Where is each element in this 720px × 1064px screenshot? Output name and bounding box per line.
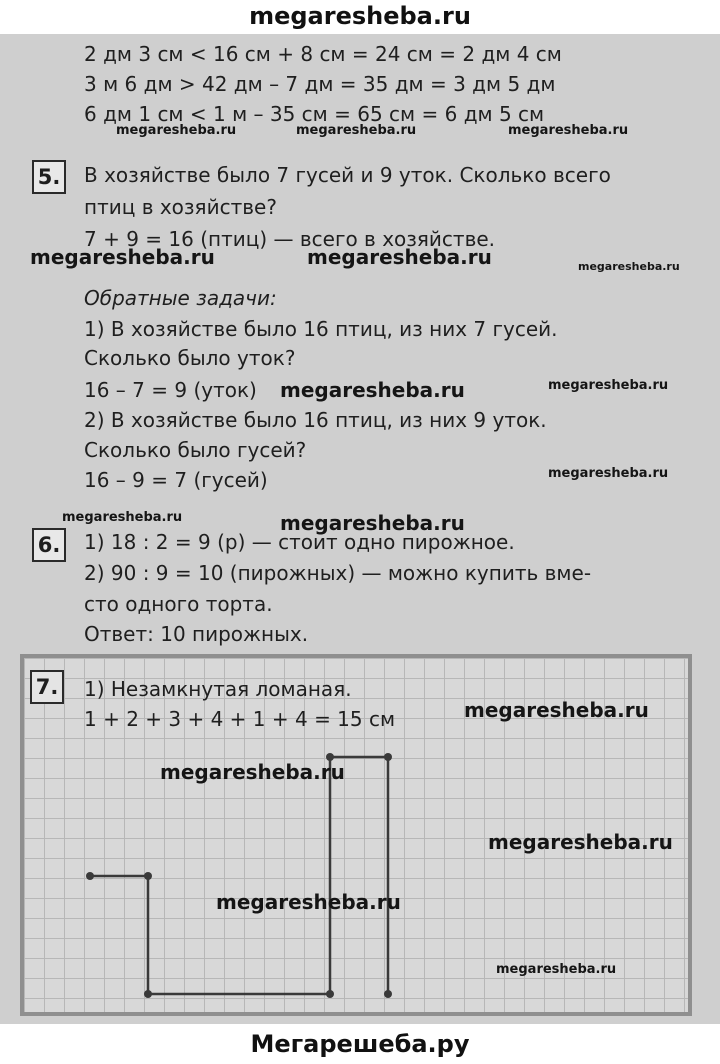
vertex-point [384,753,392,761]
watermark: megaresheba.ru [464,698,649,722]
vertex-point [326,990,334,998]
inverse-task-line: Сколько было гусей? [84,438,307,462]
watermark: megaresheba.ru [508,123,629,138]
watermark: megaresheba.ru [496,962,617,977]
watermark: megaresheba.ru [280,378,465,402]
comparison-line-3: 6 дм 1 см < 1 м – 35 см = 65 см = 6 дм 5 см [84,102,545,126]
watermark: megaresheba.ru [160,760,345,784]
watermark: megaresheba.ru [62,510,183,525]
inverse-tasks-title: Обратные задачи: [84,286,277,310]
task-7-number: 7. [30,670,64,704]
task-7-line: 1) Незамкнутая ломаная. [84,677,352,701]
task-5-number: 5. [32,160,66,194]
vertex-point [144,990,152,998]
inverse-task-line: Сколько было уток? [84,346,296,370]
broken-line-path [90,757,388,994]
task-6-line: 1) 18 : 2 = 9 (р) — стоит одно пирожное. [84,530,515,554]
watermark: megaresheba.ru [307,245,492,269]
task-7-solution: 1 + 2 + 3 + 4 + 1 + 4 = 15 см [84,707,396,731]
watermark: megaresheba.ru [30,245,215,269]
comparison-line-1: 2 дм 3 см < 16 см + 8 см = 24 см = 2 дм 4 см [84,42,562,66]
task-6-line: сто одного торта. [84,592,273,616]
task-5-line: птиц в хозяйстве? [84,195,277,219]
watermark: megaresheba.ru [578,260,680,273]
watermark: megaresheba.ru [280,511,465,535]
vertex-point [384,990,392,998]
inverse-task-line: 2) В хозяйстве было 16 птиц, из них 9 уток. [84,408,547,432]
inverse-task-line: 16 – 7 = 9 (уток) [84,378,257,402]
comparison-line-2: 3 м 6 дм > 42 дм – 7 дм = 35 дм = 3 дм 5 дм [84,72,556,96]
inverse-task-line: 16 – 9 = 7 (гусей) [84,468,268,492]
task-6-answer: Ответ: 10 пирожных. [84,622,309,646]
watermark: megaresheba.ru [488,830,673,854]
task-5-solution: 7 + 9 = 16 (птиц) — всего в хозяйстве. [84,227,496,251]
site-header[interactable]: megaresheba.ru [249,2,471,30]
vertex-point [144,872,152,880]
watermark: megaresheba.ru [548,466,669,481]
task-5-line: В хозяйстве было 7 гусей и 9 уток. Сколько всего [84,163,611,187]
watermark: megaresheba.ru [296,123,417,138]
inverse-task-line: 1) В хозяйстве было 16 птиц, из них 7 гусей. [84,317,558,341]
site-footer[interactable]: Мегарешеба.ру [250,1030,470,1058]
watermark: megaresheba.ru [548,378,669,393]
task-6-line: 2) 90 : 9 = 10 (пирожных) — можно купить вме- [84,561,592,585]
task-6-number: 6. [32,528,66,562]
watermark: megaresheba.ru [216,890,401,914]
vertex-point [86,872,94,880]
watermark: megaresheba.ru [116,123,237,138]
